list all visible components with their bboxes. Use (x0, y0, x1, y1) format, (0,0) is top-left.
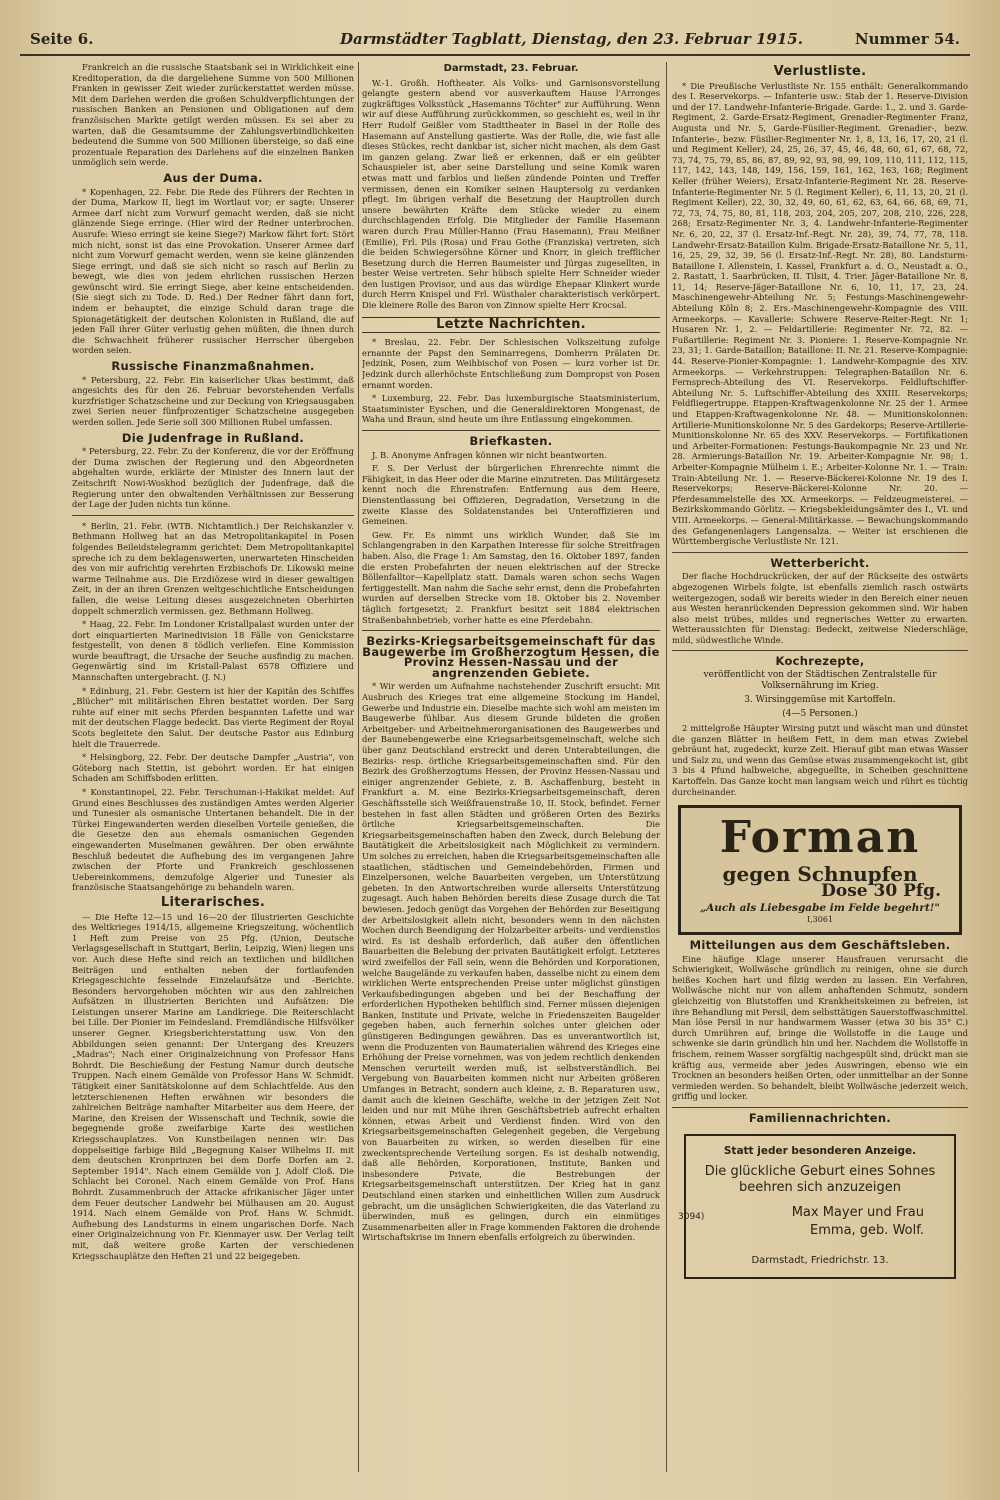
separator (72, 515, 354, 516)
casualty-list-text: * Die Preußische Verlustliste Nr. 155 enthält: Generalkommando des I. Reservekorps. — Infanterie usw.: Stab der 1. Reserve-Division und der 17. Landwehr-Infanterie-Brigade. Garde: 1., 2. und 3. Garde-Regiment, 2. Garde-Ersatz-Regiment, Grenadier-Regimenter Franz, Augusta und Nr. 5, Garde-Füsilier-Regiment. Grenadier-, bezw. Infanterie-, bezw. Füsilier-Regimenter Nr. 1, 8, 13, 16, 17, 20, 21 (l. und Regiment Keller), 24, 25, 26, 37, 45, 46, 48, 60, 61, 67, 68, 72, 73, 74, 75, 79, 85, 86, 87, 89, 92, 93, 98, 99, 109, 110, 111, 112, 115, 117, 142, 143, 148, 149, 156, 159, 161, 162, 163, 168; Regiment Keller (früher Weiers), Ersatz-Infanterie-Regiment Nr. 28. Reserve-Infanterie-Regimenter Nr. 5 (l. Regiment Keller), 6, 11, 13, 20, 21 (l. Regiment Keller), 22, 30, 32, 49, 60, 61, 62, 63, 64, 66, 68, 69, 71, 72, 73, 74, 75, 80, 81, 118, 203, 204, 205, 207, 208, 210, 226, 228, 268; Ersatz-Regimenter Nr. 3, 4. Landwehr-Infanterie-Regimenter Nr. 6, 20, 22, 37 (l. Ersatz-Inf.-Regt. Nr. 28), 39, 74, 77, 78, 118. Landwehr-Ersatz-Bataillon Kulm. Brigade-Ersatz-Bataillone Nr. 5, 11, 16, 25, 29, 32, 39, 56 (l. Ersatz-Inf.-Regt. Nr. 28), 80. Landsturm-Bataillone I. Allenstein, I. Kassel, Frankfurt a. d. O., Neustadt a. O., 2. Rastatt, 1. Saarbrücken, II. Tilsit, 4. Trier. Jäger-Bataillone Nr. 8, 11, 14; Reserve-Jäger-Bataillone Nr. 6, 10, 11, 17, 23, 24. Maschinengewehr-Abteilung Nr. 5; Festungs-Maschinengewehr-Abteilung Köln 8; 2. Ers.-Maschinengewehr-Kompagnie des VIII. Armeekorps. — Kavallerie: Schwere Reserve-Reiter-Regt. Nr. 1; Husaren Nr. 1, 2. — Feldartillerie: Regimenter Nr. 72, 82. — Fußartillerie: Regiment Nr. 3. Pioniere: 1. Reserve-Kompagnie Nr. 23, 31; 1. Garde-Bataillon; Bataillone: II. Nr. 21. Reserve-Kompagnie: 44. Reserve-Pionier-Kompagnie: 1. Landwehr-Kompagnie des XIV. Armeekorps. — Verkehrstruppen: Telegraphen-Bataillon Nr. 6. Fernsprech-Abteilung des VI. Reservekorps. Feldluftschiffer-Abteilung Nr. 5. Luftschiffer-Abteilung des XXIII. Reservekorps; Feldfliegertruppe. Etappen-Kraftwagenkolonne Nr. 25 der 1. Armee und Etappen-Kraftwagenkolonne Nr. 48. — Munitionskolonnen: Artillerie-Munitionskolonne Nr. 5 des Gardekorps; Reserve-Artillerie-Munitionskolonne Nr. 65 des XXV. Reservekorps. — Fortifikationen und Arbeiter-Formationen: Festungs-Baukompagnie Nr. 23 und Nr. 28. Armierungs-Bataillon Nr. 19. Arbeiter-Kompagnie Nr. 98; 1. Arbeiter-Kompagnie Mülheim i. E.; Arbeiter-Kolonne Nr. 1. — Train: Train-Abteilung Nr. 1. — Reserve-Bäckerei-Kolonne Nr. 19 des I. Reservekorps; Reserve-Bäckerei-Kolonne Nr. 20. — Pferdesammelstelle des XX. Armeekorps. — Feldzeugmeisterei. — Bezirkskommando Görlitz. — Kriegsbekleidungsämter des I., VI. und VIII. Armeekorps. — General-Militärkasse. — Bewachungskommando des Gefangenenlagers Langensalza. — Weiter ist erschienen die Württembergische Verlustliste Nr. 121. (672, 80, 968, 547)
section-title-building-trade: Bezirks-Kriegsarbeitsgemeinschaft für das Baugewerbe im Großherzogtum Hessen, die Provinz Hessen-Nassau und der angrenzenden Gebiete. (362, 634, 660, 680)
news-item-luxemburg: * Luxemburg, 22. Febr. Das luxemburgische Staatsministerium, Staatsminister Eyschen, und die Generaldirektoren Mongenast, de Waha und Braun, sind heute um ihre Entlassung eingekommen. (362, 393, 660, 425)
section-title-business-notes: Mitteilungen aus dem Geschäftsleben. (689, 938, 951, 952)
announcement-names (698, 1204, 942, 1240)
column-divider (358, 62, 359, 1472)
separator (672, 650, 968, 651)
section-title-weather: Wetterbericht. (770, 555, 870, 570)
announcement-parents: Max Mayer und Frau (791, 1205, 924, 1221)
local-dateline: Darmstadt, 23. Februar. (443, 63, 579, 74)
announcement-address: Darmstadt, Friedrichstr. 13. (751, 1255, 889, 1267)
announcement-line: beehren sich anzuzeigen (738, 1180, 901, 1196)
section-title-jewish-question: Die Judenfrage in Rußland. (121, 430, 305, 445)
announcement-reference: 3094) (678, 1212, 705, 1223)
duma-article: * Kopenhagen, 22. Febr. Die Rede des Führers der Rechten in der Duma, Markow II, liegt im Wortlaut vor; er sagte: Unserer Armee darf nicht zum Vorwurf gemacht werden, daß sie nicht glänzende Siege erringe. (Hier wird der Redner unterbrochen. Ausrufe: Wieso erringt sie keine Siege?) Markow fährt fort: Stört mich nicht, sonst ist das eine Provokation. Unserer Armee darf nicht zum Vorwurf gemacht werden, wenn sie keine glänzenden Siege erringt, und daß sie sich nicht so rasch auf Berlin zu bewegt, wie dies von jedem ehrlichen russischen Herzen gewünscht wird. Sie erringt Siege, aber keine entscheidenden. (Sie siegt sich zu Tode. D. Red.) Der Redner fährt dann fort, indem er behauptet, die einzige Schuld daran trage die Spionagetätigkeit der deutschen Kolonisten in Rußland, die auf jeden Fall ihrer Güter verlustig gehen müßten, die ihnen durch die Schwachheit früherer russischer Herrscher übergeben worden seien. (72, 186, 354, 356)
literature-article: — Die Hefte 12—15 und 16—20 der Illustrierten Geschichte des Weltkrieges 1914/15, allgemeine Kriegszeitung, wöchentlich 1 Heft zum Preise von 25 Pfg. (Union, Deutsche Verlagsgesellschaft in Stuttgart, Berlin, Leipzig, Wien) liegen uns vor. Auch diese Hefte sind reich an textlichen und bildlichen Beiträgen und enthalten neben der fortlaufenden Kriegsgeschichte fesselnde Einzelaufsätze und -Berichte. Besonders hervorgehoben möchten wir aus den zahlreichen Aufsätzen in illustrierten Berichten und Aufsätzen: Die Leistungen unserer Marine am Landkriege. Die Reiterschlacht bei Lille. Der Pionier im Feindesland. Fremdländische Hilfsvölker unserer Gegner. Kriegsberichterstattung usw. Von den Abbildungen seien genannt: Der Untergang des Kreuzers „Madras"; Nach einer Originalzeichnung von Professor Hans Bohrdt. Die Beschießung der Festung Namur durch deutsche Truppen. Nach einem Gemälde von Professor Hans W. Schmidt. Tätigkeit einer Sanitätskolonne auf dem Schlachtfelde. Aus den letzterschienenen Heften erwähnen wir besonders die zahlreichen Beiträge namhafter Mitarbeiter aus dem Heere, der Marine, den Kreisen der Wissenschaft und Technik, sowie die begegnende große zweifarbige Karte des westlichen Kriegsschauplatzes. Von Kunstbeilagen nennen wir: Das doppelseitige farbige Bild „Begegnung Kaiser Wilhelms II. mit dem deutschen Kronprinzen bei dem Dorfe Dorfen am 2. September 1914". Nach einem Gemälde von J. Adolf Cloß. Die Schlacht bei Coronel. Nach einem Gemälde von Prof. Hans Bohrdt. Zusammenbruch der Attacke afrikanischer Jäger unter dem Feuer deutscher Landwehr bei Mülhausen am 20. August 1914. Nach einem Gemälde von Prof. Hans W. Schmidt. Aufhebung des Landsturms in einem ungarischen Dorfe. Nach einer Originalzeichnung von Fr. Kienmayer usw. Der Verlag teilt mit, daß weitere große Karten der verschiedenen Kriegsschauplätze den Heften 21 und 22 beigegeben. (72, 911, 354, 1261)
column-left (72, 62, 354, 1472)
separator (362, 430, 660, 431)
issue-number: Nummer 54. (854, 30, 960, 48)
section-title-duma: Aus der Duma. (163, 170, 263, 185)
latest-news-header-box (362, 317, 660, 334)
recipe-servings: (4—5 Personen.) (782, 709, 858, 720)
section-title-casualty-list: Verlustliste. (773, 64, 867, 79)
weather-report: Der flache Hochdruckrücken, der auf der Rückseite des ostwärts abgezogenen Wirbels folgte, ist ebenfalls ziemlich rasch ostwärts weitergezogen, sodaß wir bereits wieder in den Bereich einer neuen aus Westen heranrückenden Depression gekommen sind. Wir haben also meist trübes, mildes und regnerisches Wetter zu erwarten. Wetteraussichten für Dienstag: Bedeckt, zeitweise Niederschläge, mild, südwestliche Winde. (672, 571, 968, 645)
separator (672, 552, 968, 553)
ad-tagline: gegen Schnupfen (722, 862, 918, 887)
separator (672, 1107, 968, 1108)
news-item-helsingborg: * Helsingborg, 22. Febr. Der deutsche Dampfer „Austria", von Göteborg nach Stettin, ist gebohrt worden. Er hat einigen Schaden am Schiffsboden erlitten. (72, 752, 354, 784)
ad-price: Dose 30 Pfg. (821, 881, 941, 902)
news-item-konstantinopel: * Konstantinopel, 22. Febr. Terschuman-i-Hakikat meldet: Auf Grund eines Beschlusses des zuständigen Amtes werden Algerier und Tunesier als osmanische Untertanen behandelt. Die in der Türkei Eingewanderten werden dieselben Vorteile genießen, die die Gesetze den aus ehemals osmanischen Gegenden eingewanderten Muselmanen gewähren. Der oben erwähnte Beschluß bedeutet die Aufhebung des im vergangenen Jahre zwischen der Pforte und Frankreich geschlossenen Uebereinkommens, demzufolge Algerier und Tunesier als französische Staatsangehörige zu behandeln waren. (72, 787, 354, 893)
news-item-haag: * Haag, 22. Febr. Im Londoner Kristallpalast wurden unter der dort einquartierten Marinedivision 18 Fälle von Genickstarre festgestellt, von denen 8 tödlich verliefen. Eine Kommission wurde beauftragt, die Ursache der Seuche ausfindig zu machen. Gegenwärtig sind im Kristall-Palast 6578 Offiziere und Mannschaften untergebracht. (J. N.) (72, 619, 354, 683)
letterbox-item: J. B. Anonyme Anfragen können wir nicht beantworten. (372, 449, 607, 460)
separator (362, 630, 660, 631)
theater-review: W.-1. Großh. Hoftheater. Als Volks- und Garnisonsvorstellung gelangte gestern abend vor ausverkauftem Hause l'Arronges zugkräftiges Volksstück „Hasemanns Töchter" zur Aufführung. Wenn wir auf diese Aufführung zurückkommen, so geschieht es, weil in ihr Herr Rudolf Geißler vom Stadttheater in Basel in der Rolle des Hasemann auf Anstellung gastierte. Was der Rolle, die, wie fast alle dieses Stückes, recht dankbar ist, sicher nicht machen, als dem Gast im ganzen gelang. Zwar ließ er erkennen, daß er ein geübter Schauspieler ist, aber seine Darstellung und seine Komik waren etwas matt und farblos und ließen zündende Pointen und Treffer vermissen, denen ein Komiker seinen Hauptersolg zu verdanken pflegt. Im übrigen verhalf die Besetzung der Hauptrollen durch unsere bewährten Kräfte dem Stücke wieder zu einem durchschlagenden Erfolg. Die Mitglieder der Familie Hasemann waren durch Frau Müller-Hanno (Frau Hasemann), Frau Meißner (Emilie), Frl. Pils (Rosa) und Frau Gothe (Franziska) vertreten, sich die beiden Schwiegersöhne Körner und Knorr, in gleich trefflicher Besetzung durch die Herren Baumeister und Jürgas zugesellten, in bester Weise vertreten. Sehr hübsch spielte Herr Schneider wieder den lustigen Provisor, und aus das würdige Ehepaar Klinkert wurde durch Herrn Knispel und Frl. Wüsthaler charakteristisch verkörpert. Die kleinere Rolle des Baron von Zinnow spielte Herr Krocsal. (362, 77, 660, 311)
announcement-line: Die glückliche Geburt eines Sohnes (704, 1164, 936, 1180)
ad-slogan: „Auch als Liebesgabe im Felde begehrt!" (700, 901, 940, 914)
announcement-mother: Emma, geb. Wolf. (810, 1223, 924, 1239)
news-item-breslau: * Breslau, 22. Febr. Der Schlesischen Volkszeitung zufolge ernannte der Papst den Seminarregens, Domherrn Prälaten Dr. Jedzink, Posen, zum Weihbischof von Posen — kurz vorher ist Dr. Jedzink durch allerhöchste Entschließung zum Dompropst von Posen ernannt worden. (362, 337, 660, 390)
section-title-finance: Russische Finanzmaßnahmen. (111, 359, 315, 374)
section-title-family-news: Familiennachrichten. (748, 1110, 892, 1125)
announcement-header: Statt jeder besonderen Anzeige. (723, 1144, 917, 1157)
section-title-latest-news: Letzte Nachrichten. (436, 316, 586, 332)
birth-announcement (678, 1134, 956, 1279)
section-title-letterbox: Briefkasten. (469, 434, 553, 448)
ad-brand-name: Forman (719, 812, 921, 864)
intro-paragraph: Frankreich an die russische Staatsbank sei in Wirklichkeit eine Kreditoperation, da die dargeliehene Summe von 500 Millionen Franken in gewisser Zeit wieder zurückerstattet werden müsse. Mit dem Darlehen werden die großen Schuldverpflichtungen der russischen Banken an Pensionen und Obligationen auf dem französischen Markte getilgt werden müssen. Es sei aber zu warten, daß die Gesamtsumme der Zahlungsverbindlichkeiten bedeutend die Summe von 500 Millionen übersteige, so daß eine prozentuale Reparation des Darlehens auf die einzelnen Banken unmöglich sein werde. (72, 62, 354, 168)
section-title-recipes: Kochrezepte, (775, 654, 865, 669)
recipes-subtitle: veröffentlicht von der Städtischen Zentralstelle für Volksernährung im Krieg. (703, 670, 937, 692)
news-item-berlin: * Berlin, 21. Febr. (WTB. Nichtamtlich.) Der Reichskanzler v. Bethmann Hollweg hat an das Metropolitankapitel in Posen folgendes Beileidstelegramm gerichtet: Dem Metropolitankapitel spreche ich zu dem beklagenswerten, unerwarteten Hinscheiden des von mir aufrichtig verehrten Erzbischofs Dr. Likowski meine warme Teilnahme aus. Die Erzdiözese wird in dieser gewaltigen Zeit, in der an ihren Grenzen weltgeschichtliche Entscheidungen fallen, die weise Leitung dieses ausgezeichneten Oberhirten doppelt schmerzlich vermissen. gez. Bethmann Hollweg. (72, 520, 354, 616)
column-divider (666, 62, 667, 1472)
building-trade-article: * Wir werden um Aufnahme nachstehender Zuschrift ersucht: Mit Ausbruch des Krieges trat eine allgemeine Stockung im Handel, Gewerbe und Industrie ein. Dieselbe machte sich wohl am meisten im Baugewerbe fühlbar. Aus diesem Grunde bildeten die großen Arbeitgeber- und Arbeitnehmerorganisationen des Baugewerbes und der Baunebengewerbe eine Kriegsarbeitsgemeinschaft, welche sich über ganz Deutschland erstreckt und deren Unterabteilungen, die Bezirks- resp. örtliche Kriegsarbeitsgemeinschaften sind. Für den Bezirk des Großherzogtums Hessen, der Provinz Hessen-Nassau und einiger angrenzender Gebiete, z. B. Aschaffenburg, besteht in Frankfurt a. M. eine Bezirks-Kriegsarbeitsgemeinschaft, deren Geschäftsstelle sich Weißfrauenstraße 10, II. Stock, befindet. Ferner bestehen in fast allen Städten und größeren Orten des Bezirks örtliche Kriegsarbeitsgemeinschaften. Die Kriegsarbeitsgemeinschaften haben den Zweck, durch Belebung der Bautätigkeit die Arbeitslosigkeit nach Möglichkeit zu vermindern. Um solches zu erreichen, haben die Kriegsarbeitsgemeinschaften alle staatlichen, städtischen und Gemeindebehörden, Firmen und Einzelpersonen, welche Bauarbeiten vergeben, um Unterstützung gebeten. In den Antwortschreiben wurde allerseits Unterstützung zugesagt. Auch haben Behörden bereits diese Zusage durch die Tat bewiesen. Jedoch genügt das Vorgehen der Behörden zur Beseitigung der Arbeitslosigkeit allein nicht, besonders wenn in den nächsten Wochen durch Beendigung der Holzarbeiter arbeits- und verdienstlos wird. Es ist deshalb erforderlich, daß außer den öffentlichen Bauarbeiten die Belebung der privaten Bautätigkeit erfolgt. Letzteres wird zweifellos der Fall sein, wenn die Behörden und Korporationen, welche Baugelände zu verkaufen haben, dasselbe nicht zu einem dem wirklichen Werte entsprechenden Preise unter möglichst günstigen Verkaufsbedingungen abgeben und bei der Beschaffung der erforderlichen Hypotheken behilflich sind. Ferner müssen diejenigen Banken, Institute und Private, welche in Friedenszeiten Baugelder gegeben haben, auch fernerhin solches unter gleichen oder günstigeren Bedingungen gewähren. Das es unverantwortlich ist, wenn die Produzenten von Baumaterialien während des Krieges eine Erhöhung der Preise vornehmen, was von jedem rechtlich denkenden Menschen verurteilt werden muß, ist selbstverständlich. Bei Vergebung von Bauarbeiten kommen nicht nur Arbeiten größeren Umfanges in Betracht, sondern auch kleine, z. B. Reparaturen usw., damit auch die kleinen Geschäfte, welche in der jetzigen Zeit Not leiden und nur mit Mühe ihren Geschäftsbetrieb aufrecht erhalten können, etwas Arbeit und Verdienst finden. Wird von den Kriegsarbeitsgemeinschaften Gelegenheit gegeben, die Vergebung von Bauarbeiten zu wirken, so werden dieselben für eine zweckentsprechende Verteilung sorgen. Es ist deshalb notwendig, daß alle Behörden, Korporationen, Institute, Banken und insbesondere Private, die Bestrebungen der Kriegsarbeitsgemeinschaft unterstützen. Der Krieg hat in ganz Deutschland einen starken und einheitlichen Willen zum Ausdruck gebracht, um die unsäglichen Schwierigkeiten, die das Vaterland zu überwinden, muß es gelingen, durch ein einmütiges Zusammenarbeiten aller in Frage kommenden Faktoren die drohende Wirtschaftskrise im Innern ebenfalls erfolgreich zu überwinden. (362, 681, 660, 1243)
page-number: Seite 6. (30, 30, 94, 48)
recipe-dish-name: 3. Wirsinggemüse mit Kartoffeln. (744, 695, 896, 706)
ad-reference: I,3061 (806, 915, 834, 925)
forman-advertisement (678, 805, 962, 935)
news-item-edinburg: * Edinburg, 21. Febr. Gestern ist hier der Kapitän des Schiffes „Blücher" mit militärischen Ehren bestattet worden. Der Sarg ruhte auf einer mit sechs Pferden bespannten Lafette und war mit der deutschen Flagge bedeckt. Das vierte Regiment der Royal Scots begleitete den Salut. Der deutsche Pastor aus Edinburg hielt die Trauerrede. (72, 685, 354, 749)
page-header (20, 28, 970, 56)
finance-article: * Petersburg, 22. Febr. Ein kaiserlicher Ukas bestimmt, daß angesichts des für den 26. Februar bevorstehenden Verfalls kurzfristiger Schatzscheine und zur Deckung von Kriegsausgaben zwei Serien neuer fünfprozentiger Schatzscheine ausgegeben werden sollen. Jede Serie soll 300 Millionen Rubel umfassen. (72, 374, 354, 427)
masthead-date: Darmstädter Tagblatt, Dienstag, den 23. Februar 1915. (340, 30, 803, 48)
business-notes-text: Eine häufige Klage unserer Hausfrauen verursacht die Schwierigkeit, Wollwäsche gründlich zu reinigen, ohne sie durch heißes Kochen hart und filzig werden zu lassen. Ein Verfahren, Wollwäsche nicht nur von allem anhaftenden Schmutz, sondern gleichzeitig von Blutstoffen und Krankheitskeimen zu befreien, ist ihre Behandlung mit Persil, dem selbsttätigen Sauerstoffwaschmittel. Man löse Persil in nur handwarmem Wasser (etwa 30 bis 35° C.) durch Umrühren auf, bringe die Wollstoffe in die Lauge und schwenke sie darin gründlich hin und her. Nachdem die Wollstoffe in frischem, reinem Wasser sorgfältig nachgespült sind, drückt man sie kräftig aus, vermeide aber jedes Auswringen, ebenso wie ein Trocknen an besonders heißen Orten, oder unmittelbar an der Sonne vermieden werden. So behandelt, bleibt Wollwäsche jederzeit weich, griffig und locker. (672, 953, 968, 1102)
jewish-question-article: * Petersburg, 22. Febr. Zu der Konferenz, die vor der Eröffnung der Duma zwischen der Regierung und den Abgeordneten abgehalten wurde, erklärte der Minister des Innern laut der Zeitschrift Nowi-Woskhod bezüglich der Judenfrage, daß die Regierung unter den obwaltenden Verhältnissen zur Besserung der Lage der Juden nichts tun könne. (72, 446, 354, 510)
column-right (672, 62, 968, 1472)
letterbox-item: Gew. Fr. Es nimmt uns wirklich Wunder, daß Sie im Schlangengraben in den Karpathen Interesse für solche Streitfragen haben. Also, die Frage 1: Am Samstag, den 16. Oktober 1897, fanden die ersten Probefahrten der neuen elektrischen auf der Strecke Böllenfalltor—Kapellplatz statt. Damals waren schon sechs Wagen fertiggestellt. Man nahm die Sache sehr ernst, denn die Probefahrten wurden auf derselben Strecke vom 18. Oktober bis 2. November täglich fortgesetzt; 2. Frankfurt besitzt seit 1884 elektrischen Straßenbahnbetrieb, vorher hatte es eine Pferdebahn. (362, 529, 660, 625)
recipe-text: 2 mittelgroße Häupter Wirsing putzt und wäscht man und dünstet die ganzen Blätter in heißem Fett, in dem man etwas Zwiebel gebräunt hat, zugedeckt, kurze Zeit. Hierauf gibt man etwas Wasser und Salz zu, und wenn das Gemüse etwas zusammengekocht ist, gibt 3 bis 4 Pfund halbweiche, abgeguellte, in Scheiben geschnittene Kartoffeln. Das Ganze kocht man langsam weich und rührt es tüchtig durcheinander. (672, 723, 968, 797)
column-middle (362, 62, 660, 1472)
section-title-literature: Literarisches. (160, 894, 266, 910)
letterbox-item: F. S. Der Verlust der bürgerlichen Ehrenrechte nimmt die Fähigkeit, in das Heer oder die Marine einzutreten. Das Militärgesetz kennt noch die Ehrenstrafen: Entfernung aus dem Heere, Dienstentlassung bei Offizieren, Degradation, Versetzung in die zweite Klasse des Soldatenstandes bei Unteroffizieren und Gemeinen. (362, 463, 660, 527)
